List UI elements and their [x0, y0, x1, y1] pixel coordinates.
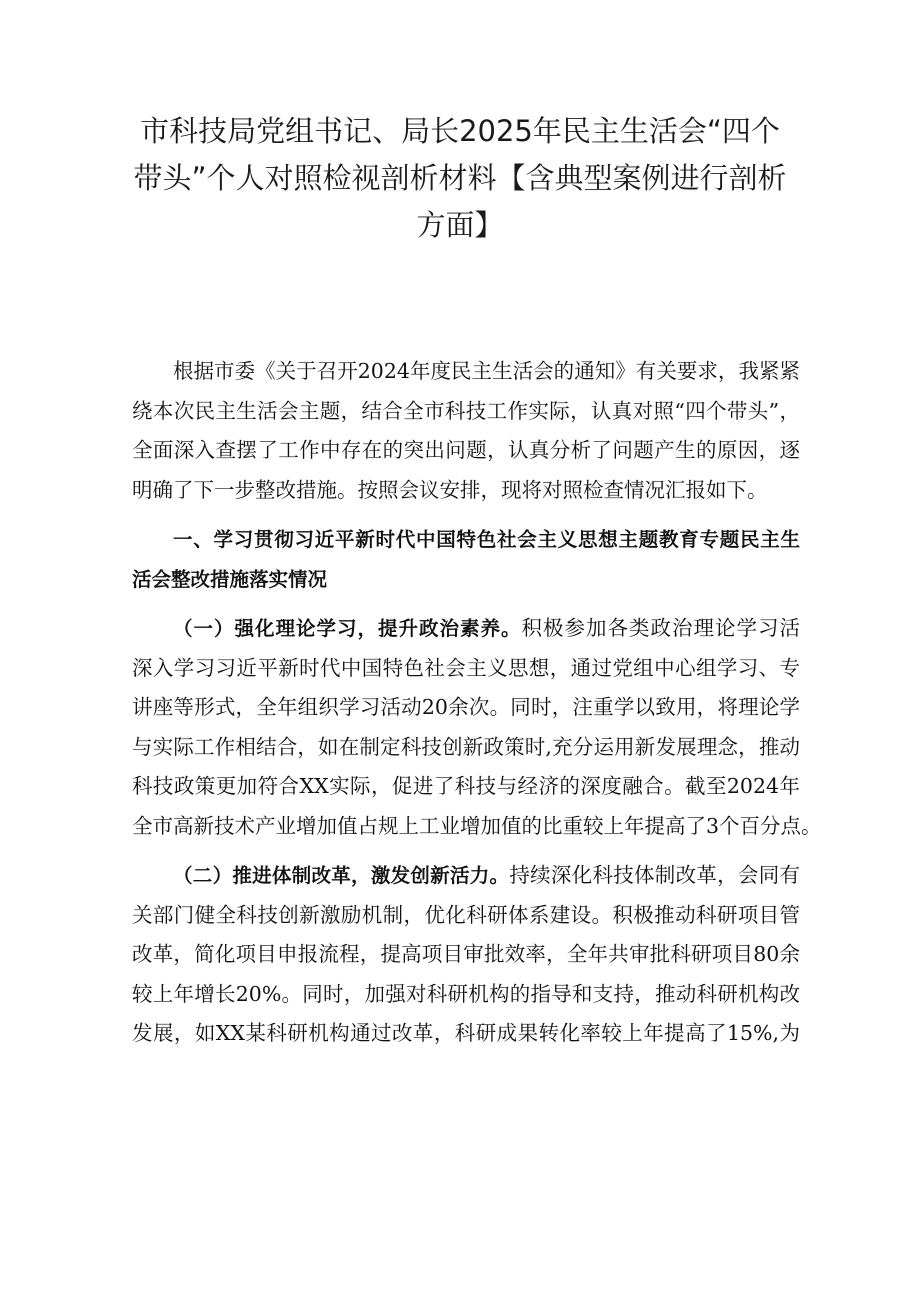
text-line: 全面深入查摆了工作中存在的突出问题，认真分析了问题产生的原因，逐: [132, 438, 800, 462]
text-line: 深入学习习近平新时代中国特色社会主义思想，通过党组中心组学习、专: [132, 655, 800, 680]
section-heading: [132, 520, 800, 599]
lead-continuation: 积极参加各类政治理论学习活: [521, 616, 800, 640]
text-line: 关部门健全科技创新激励机制，优化科研体系建设。积极推动科研项目管: [132, 902, 800, 927]
intro-paragraph: [132, 352, 800, 510]
text-line: [132, 856, 800, 896]
document-title: [130, 108, 790, 249]
text-line: 与实际工作相结合，如在制定科技创新政策时,充分运用新发展理念，推动: [132, 734, 800, 759]
text-line: 绕本次民主生活会主题，结合全市科技工作实际，认真对照“四个带头”，: [132, 398, 800, 423]
paragraph-theory-study: [132, 609, 822, 846]
lead-continuation: 持续深化科技体制改革，会同有: [509, 863, 800, 887]
paragraph-system-reform: [132, 856, 800, 1054]
text-line: 根据市委《关于召开2024年度民主生活会的通知》有关要求，我紧紧: [173, 359, 800, 383]
document-body: [132, 352, 822, 1054]
text-line: 科技政策更加符合XX实际，促进了科技与经济的深度融合。截至2024年: [132, 774, 800, 798]
text-line: 发展，如XX某科研机构通过改革，科研成果转化率较上年提高了15%,为: [132, 1021, 800, 1045]
text-line: 讲座等形式，全年组织学习活动20余次。同时，注重学以致用，将理论学: [132, 695, 800, 719]
paragraph-lead: （二）推进体制改革，激发创新活力。: [173, 864, 510, 887]
text-line: 改革，简化项目申报流程，提高项目审批效率，全年共审批科研项目80余: [132, 942, 800, 966]
heading-line: 活会整改措施落实情况: [132, 567, 328, 591]
text-line: 明确了下一步整改措施。按照会议安排，现将对照检查情况汇报如下。: [132, 477, 768, 502]
text-line: 较上年增长20%。同时，加强对科研机构的指导和支持，推动科研机构改: [132, 981, 800, 1006]
text-line: [132, 609, 800, 649]
title-line: 市科技局党组书记、局长2025年民主生活会“四个: [140, 114, 780, 148]
heading-line: 一、学习贯彻习近平新时代中国特色社会主义思想主题教育专题民主生: [173, 528, 800, 551]
title-line: 方面】: [416, 208, 504, 242]
text-line: 全市高新技术产业增加值占规上工业增加值的比重较上年提高了3个百分点。: [132, 813, 822, 838]
title-line: 带头”个人对照检视剖析材料【含典型案例进行剖析: [133, 161, 787, 195]
paragraph-lead: （一）强化理论学习，提升政治素养。: [173, 617, 522, 640]
